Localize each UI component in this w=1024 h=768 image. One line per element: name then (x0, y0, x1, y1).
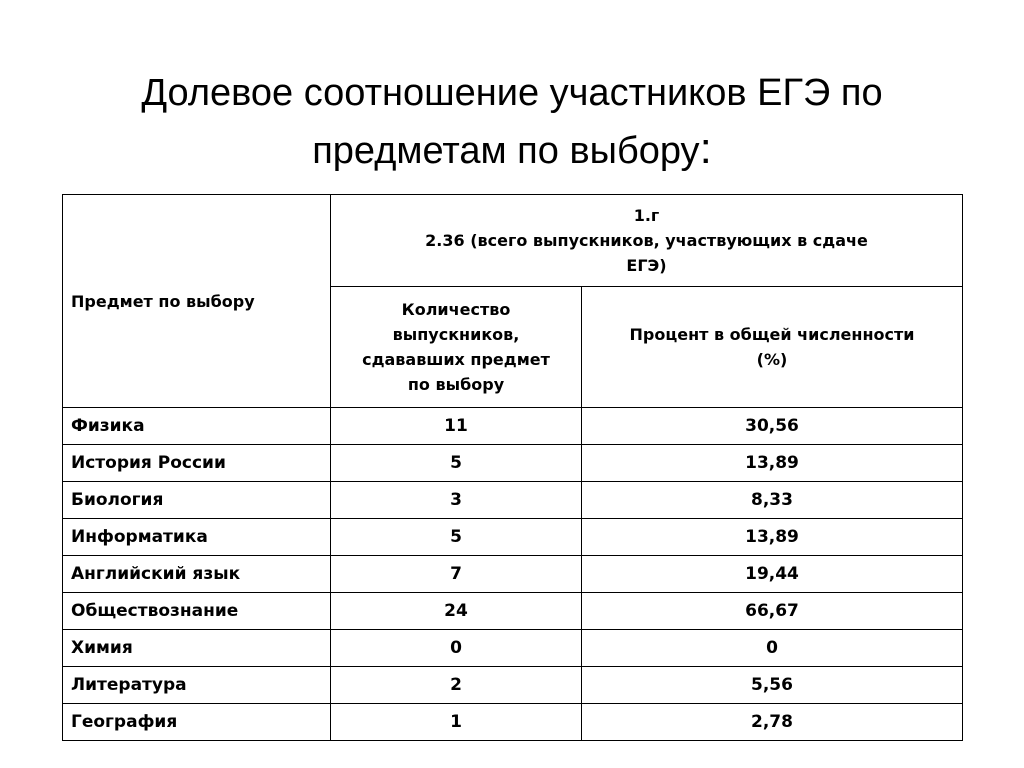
group-header-line-3: ЕГЭ) (626, 256, 667, 275)
count-header-line-4: по выбору (407, 375, 505, 394)
table-row (63, 630, 963, 667)
percent-cell: 19,44 (582, 556, 963, 593)
count-cell: 7 (331, 556, 582, 593)
group-column-header (331, 195, 963, 287)
count-cell: 2 (331, 667, 582, 704)
subject-cell: История России (63, 445, 331, 482)
table-row (63, 704, 963, 741)
subject-cell: Физика (63, 408, 331, 445)
table-row (63, 445, 963, 482)
subject-cell: Английский язык (63, 556, 331, 593)
table-row (63, 667, 963, 704)
group-header-line-2: 2.36 (всего выпускников, участвующих в сдаче (425, 231, 868, 250)
count-cell: 11 (331, 408, 582, 445)
table-row (63, 482, 963, 519)
table-row (63, 408, 963, 445)
percent-column-header (582, 287, 963, 408)
subjects-table (62, 194, 963, 741)
percent-cell: 13,89 (582, 445, 963, 482)
subject-cell: Информатика (63, 519, 331, 556)
count-cell: 1 (331, 704, 582, 741)
percent-cell: 0 (582, 630, 963, 667)
percent-cell: 2,78 (582, 704, 963, 741)
title-line-2 (0, 121, 1024, 179)
count-column-header (331, 287, 582, 408)
percent-cell: 8,33 (582, 482, 963, 519)
percent-cell: 5,56 (582, 667, 963, 704)
subject-cell: География (63, 704, 331, 741)
percent-cell: 66,67 (582, 593, 963, 630)
count-header-line-1: Количество (401, 300, 511, 319)
subject-cell: Литература (63, 667, 331, 704)
subject-cell: Химия (63, 630, 331, 667)
slide-title (0, 65, 1024, 179)
count-cell: 5 (331, 519, 582, 556)
count-header-line-3: сдававших предмет (362, 350, 550, 369)
percent-header-line-1: Процент в общей численности (629, 325, 915, 344)
count-cell: 0 (331, 630, 582, 667)
subject-cell: Биология (63, 482, 331, 519)
percent-cell: 30,56 (582, 408, 963, 445)
table-row (63, 593, 963, 630)
title-colon: : (699, 124, 712, 174)
table-row (63, 556, 963, 593)
percent-header-line-2: (%) (756, 350, 788, 369)
table-row (63, 519, 963, 556)
title-line-1: Долевое соотношение участников ЕГЭ по (141, 72, 883, 115)
count-header-line-2: выпускников, (392, 325, 520, 344)
subject-cell: Обществознание (63, 593, 331, 630)
title-line-2-text: предметам по выбору (312, 130, 700, 173)
group-header-line-1: 1.г (633, 206, 660, 225)
count-cell: 5 (331, 445, 582, 482)
subject-column-header: Предмет по выбору (63, 195, 331, 408)
count-cell: 3 (331, 482, 582, 519)
count-cell: 24 (331, 593, 582, 630)
percent-cell: 13,89 (582, 519, 963, 556)
header-row-1 (63, 195, 963, 287)
